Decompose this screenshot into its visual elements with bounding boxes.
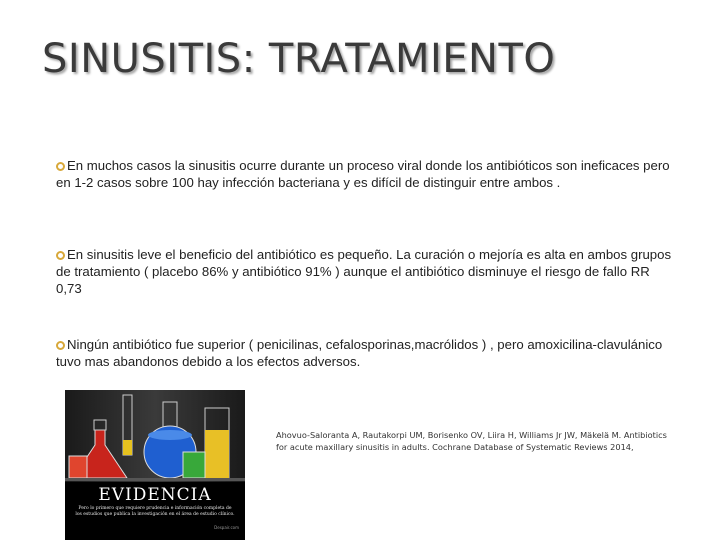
- bullet-item: [56, 157, 676, 191]
- bullet-item: [56, 336, 676, 370]
- bullet-text: En sinusitis leve el beneficio del antibiótico es pequeño. La curación o mejoría es alta en ambos grupos de tratamiento ( placebo 86% y antibiótico 91% ) aunque el antibiótico disminuye el riesgo de fallo RR 0,73: [56, 247, 672, 296]
- poster-caption: Pero lo primero que requiere prudencia e información completa de los estudios que publica la investigación en el área de estudio clínico.: [75, 506, 235, 517]
- poster-title: EVIDENCIA: [98, 485, 212, 505]
- slide-title: SINUSITIS: TRATAMIENTO: [42, 36, 556, 82]
- bullet-text: Ningún antibiótico fue superior ( penicilinas, cefalosporinas,macrólidos ) , pero amoxicilina-clavulánico tuvo mas abandonos debido a los efectos adversos.: [56, 337, 663, 369]
- bullet-circle-icon: [56, 251, 65, 260]
- citation-text: Ahovuo-Saloranta A, Rautakorpi UM, Borisenko OV, Liira H, Williams Jr JW, Mäkelä M. Antibiotics for acute maxillary sinusitis in adults. Cochrane Database of Systematic Reviews 2014,: [276, 430, 667, 452]
- bullet-circle-icon: [56, 162, 65, 171]
- evidencia-poster-image: [65, 390, 245, 540]
- poster-site: Despair.com: [214, 525, 239, 530]
- bullet-text: En muchos casos la sinusitis ocurre durante un proceso viral donde los antibióticos son ineficaces pero en 1-2 casos sobre 100 hay infección bacteriana y es difícil de distinguir entre ambos .: [56, 158, 670, 190]
- bullet-item: [56, 246, 676, 297]
- bullet-circle-icon: [56, 341, 65, 350]
